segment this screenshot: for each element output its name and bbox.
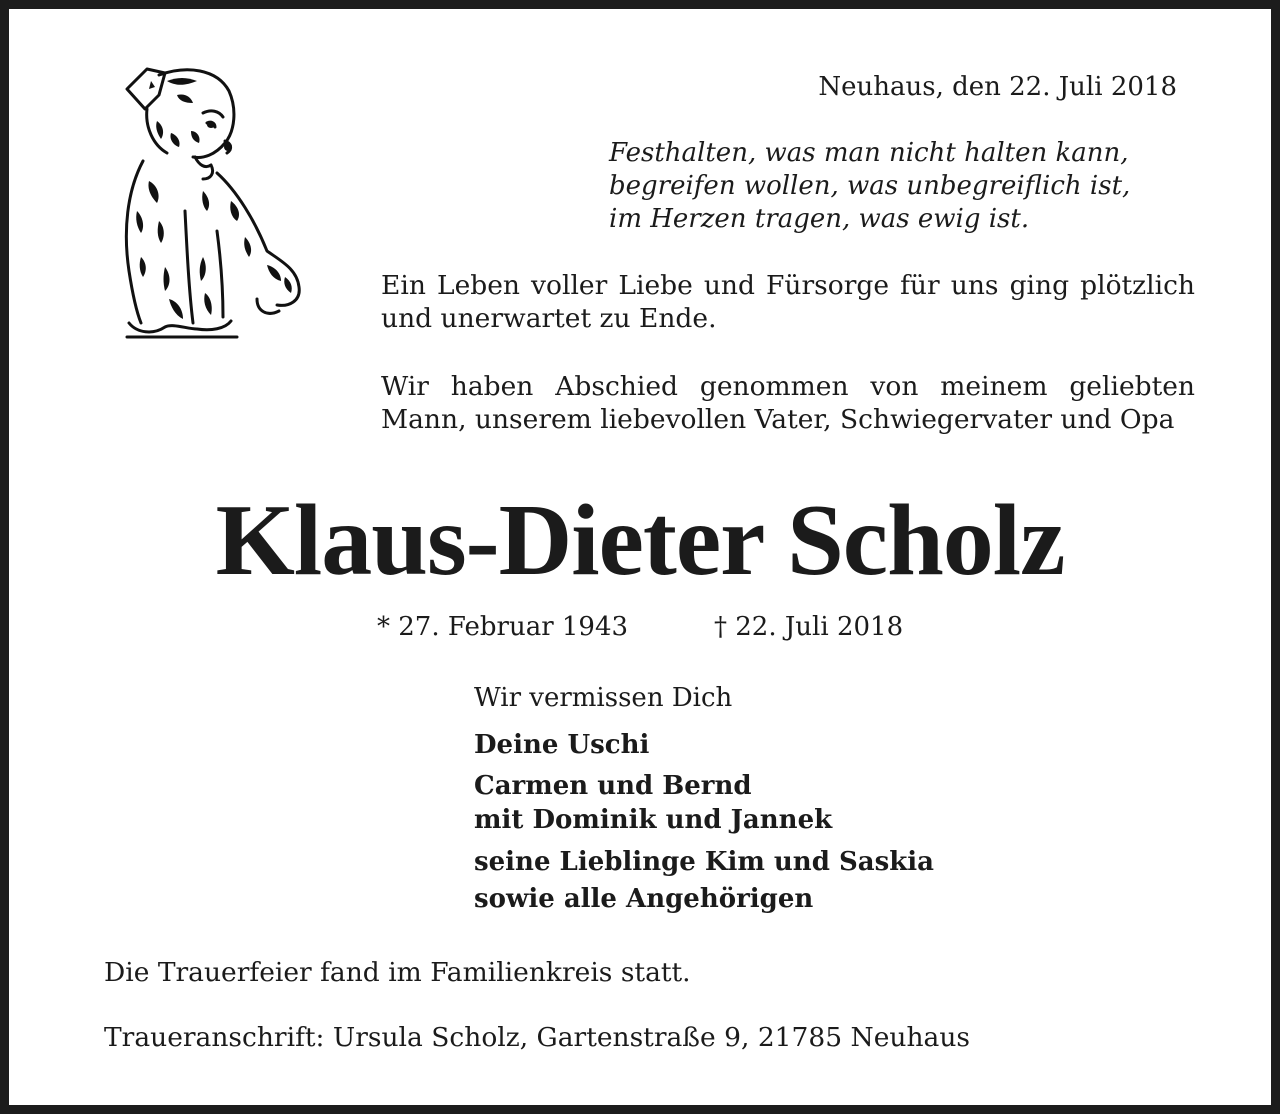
memorial-poem xyxy=(609,137,1130,236)
farewell-paragraph: Wir haben Abschied genommen von meinem geliebten Mann, unserem liebevollen Vater, Schwiegervater und Opa xyxy=(381,371,1195,435)
poem-line: im Herzen tragen, was ewig ist. xyxy=(609,204,1030,234)
birth-date: * 27. Februar 1943 xyxy=(377,612,629,642)
place-date: Neuhaus, den 22. Juli 2018 xyxy=(818,72,1177,102)
signature-line: mit Dominik und Jannek xyxy=(474,805,833,835)
deceased-name: Klaus-Dieter Scholz xyxy=(215,484,1065,597)
death-date: † 22. Juli 2018 xyxy=(714,612,904,642)
dog-illustration-icon xyxy=(107,61,312,346)
signature-line: sowie alle Angehörigen xyxy=(474,884,814,914)
signature-line: seine Lieblinge Kim und Saskia xyxy=(474,847,934,877)
ceremony-note: Die Trauerfeier fand im Familienkreis statt. xyxy=(104,957,691,988)
signature-line: Deine Uschi xyxy=(474,730,650,760)
intro-paragraph: Ein Leben voller Liebe und Fürsorge für uns ging plötzlich und unerwartet zu Ende. xyxy=(381,270,1195,334)
poem-line: Festhalten, was man nicht halten kann, xyxy=(609,138,1129,168)
miss-line: Wir vermissen Dich xyxy=(474,683,733,713)
poem-line: begreifen wollen, was unbegreiflich ist, xyxy=(609,171,1131,201)
mourning-address: Traueranschrift: Ursula Scholz, Gartenstraße 9, 21785 Neuhaus xyxy=(104,1022,971,1053)
signature-line: Carmen und Bernd xyxy=(474,771,752,801)
